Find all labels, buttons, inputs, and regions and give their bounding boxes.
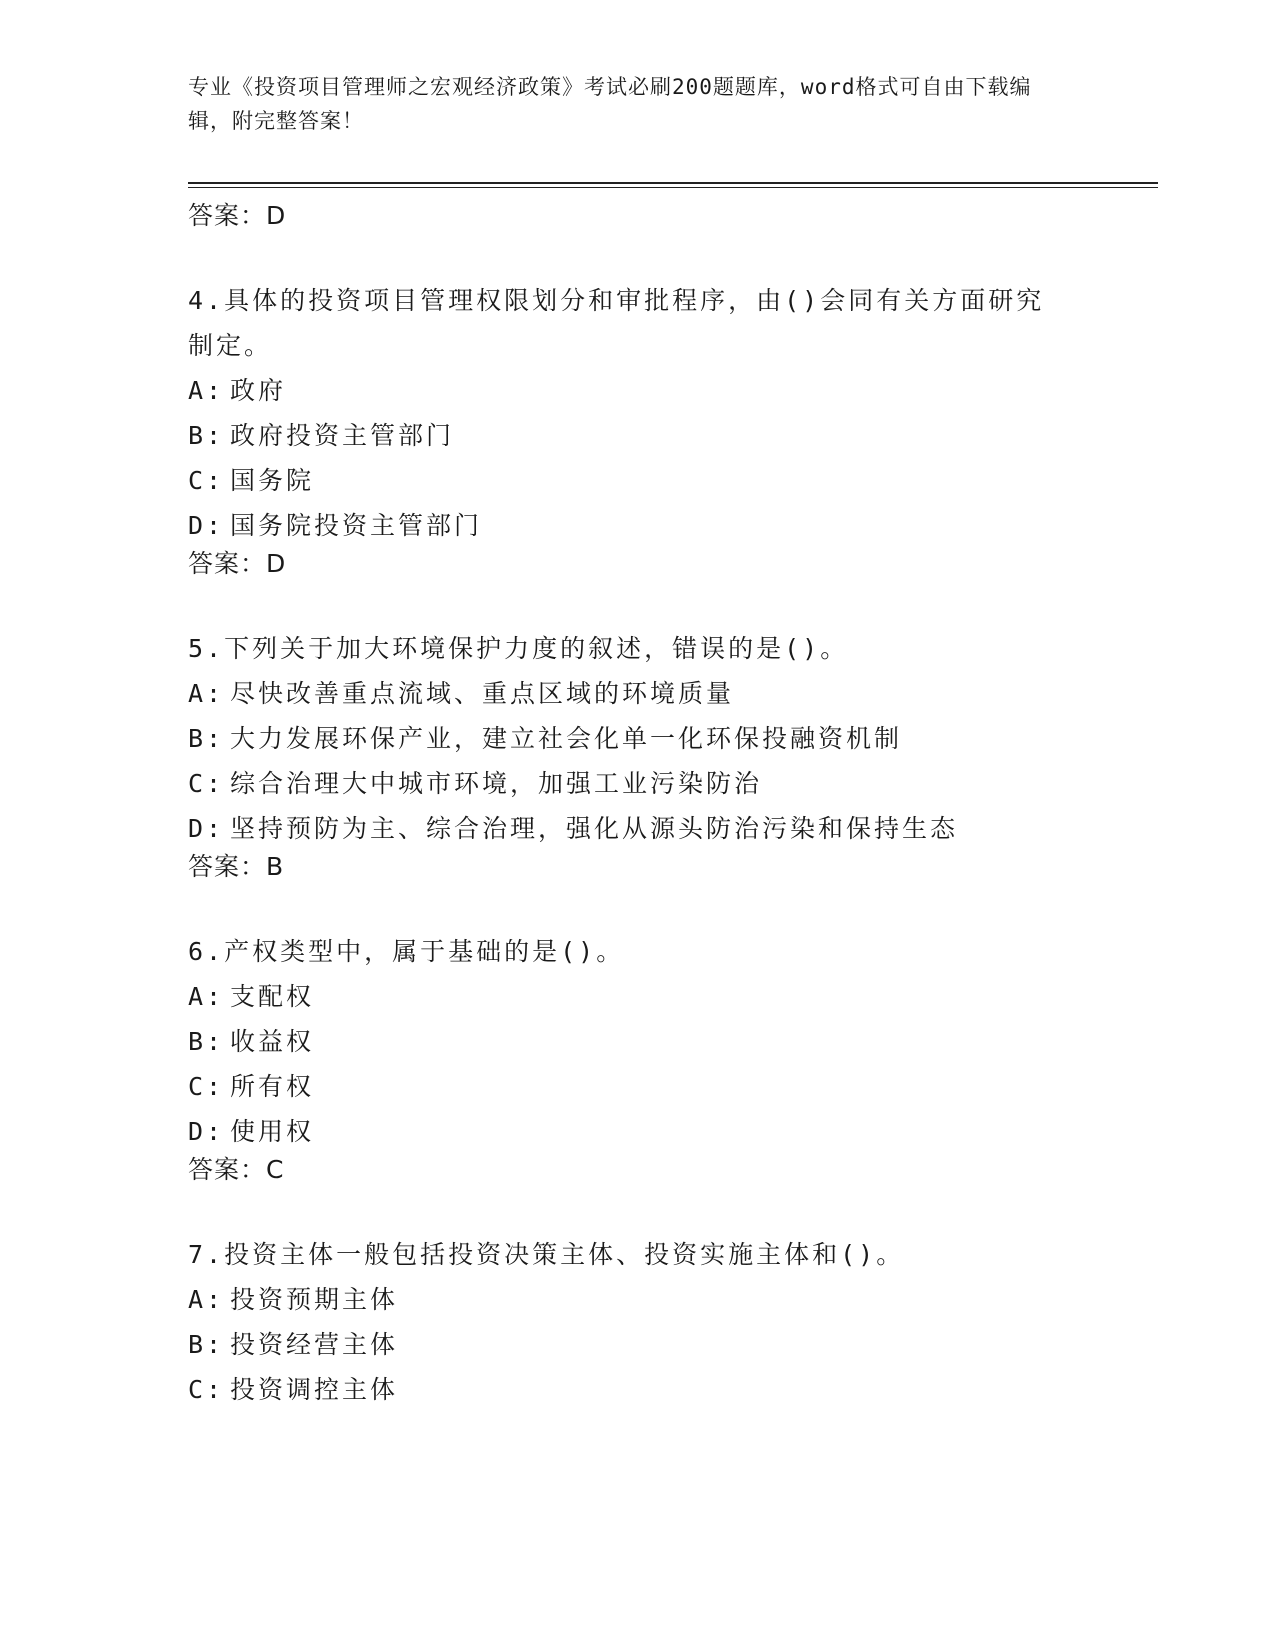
answer-line: 答案：B <box>188 852 285 881</box>
answer-option <box>188 671 1158 716</box>
option-text: 尽快改善重点流域、重点区域的环境质量 <box>230 679 735 708</box>
option-letter: C: <box>188 466 225 495</box>
answer-option <box>188 458 1158 503</box>
question-stem: 6.产权类型中，属于基础的是()。 <box>188 937 625 966</box>
option-text: 政府投资主管部门 <box>230 421 455 450</box>
option-letter: C: <box>188 1375 225 1404</box>
answer-option <box>188 1277 1158 1322</box>
answer-option <box>188 974 1158 1019</box>
answer-option <box>188 1367 1158 1412</box>
document-header: 专业《投资项目管理师之宏观经济政策》考试必刷200题题库，word格式可自由下载编辑，附完整答案！ <box>188 75 1032 133</box>
option-text: 坚持预防为主、综合治理，强化从源头防治污染和保持生态 <box>230 814 959 843</box>
document-page <box>188 70 1158 1412</box>
question-stem: 7.投资主体一般包括投资决策主体、投资实施主体和()。 <box>188 1240 905 1269</box>
question-stem: 5.下列关于加大环境保护力度的叙述，错误的是()。 <box>188 634 849 663</box>
option-letter: A: <box>188 376 225 405</box>
answer-line: 答案：D <box>188 549 287 578</box>
option-letter: B: <box>188 421 225 450</box>
option-letter: D: <box>188 511 225 540</box>
question-list <box>188 278 1158 1412</box>
answer-line: 答案：D <box>188 201 287 230</box>
option-text: 所有权 <box>230 1072 315 1101</box>
option-letter: C: <box>188 769 225 798</box>
header-divider-thin <box>188 187 1158 188</box>
answer-option <box>188 1064 1158 1109</box>
option-text: 投资调控主体 <box>230 1375 399 1404</box>
answer-option <box>188 1322 1158 1367</box>
option-letter: B: <box>188 1330 225 1359</box>
answer-option <box>188 1109 1158 1154</box>
question-block <box>188 278 1158 580</box>
answer-option <box>188 1019 1158 1064</box>
option-text: 大力发展环保产业，建立社会化单一化环保投融资机制 <box>230 724 903 753</box>
option-text: 国务院投资主管部门 <box>230 511 483 540</box>
answer-option <box>188 761 1158 806</box>
question-block <box>188 626 1158 883</box>
option-letter: A: <box>188 679 225 708</box>
option-letter: D: <box>188 814 225 843</box>
question-block <box>188 1232 1158 1412</box>
option-letter: D: <box>188 1117 225 1146</box>
header-divider-thick <box>188 182 1158 184</box>
answer-option <box>188 503 1158 548</box>
option-text: 投资经营主体 <box>230 1330 399 1359</box>
answer-option <box>188 413 1158 458</box>
option-text: 综合治理大中城市环境，加强工业污染防治 <box>230 769 763 798</box>
answer-option <box>188 716 1158 761</box>
option-text: 国务院 <box>230 466 315 495</box>
option-letter: C: <box>188 1072 225 1101</box>
answer-line: 答案：C <box>188 1155 285 1184</box>
option-text: 政府 <box>230 376 287 405</box>
option-letter: B: <box>188 1027 225 1056</box>
option-text: 投资预期主体 <box>230 1285 399 1314</box>
option-text: 支配权 <box>230 982 315 1011</box>
question-stem: 4.具体的投资项目管理权限划分和审批程序，由()会同有关方面研究制定。 <box>188 286 1045 360</box>
answer-option <box>188 368 1158 413</box>
option-letter: A: <box>188 982 225 1011</box>
answer-option <box>188 806 1158 851</box>
option-letter: A: <box>188 1285 225 1314</box>
option-text: 使用权 <box>230 1117 315 1146</box>
question-block <box>188 929 1158 1186</box>
option-letter: B: <box>188 724 225 753</box>
option-text: 收益权 <box>230 1027 315 1056</box>
